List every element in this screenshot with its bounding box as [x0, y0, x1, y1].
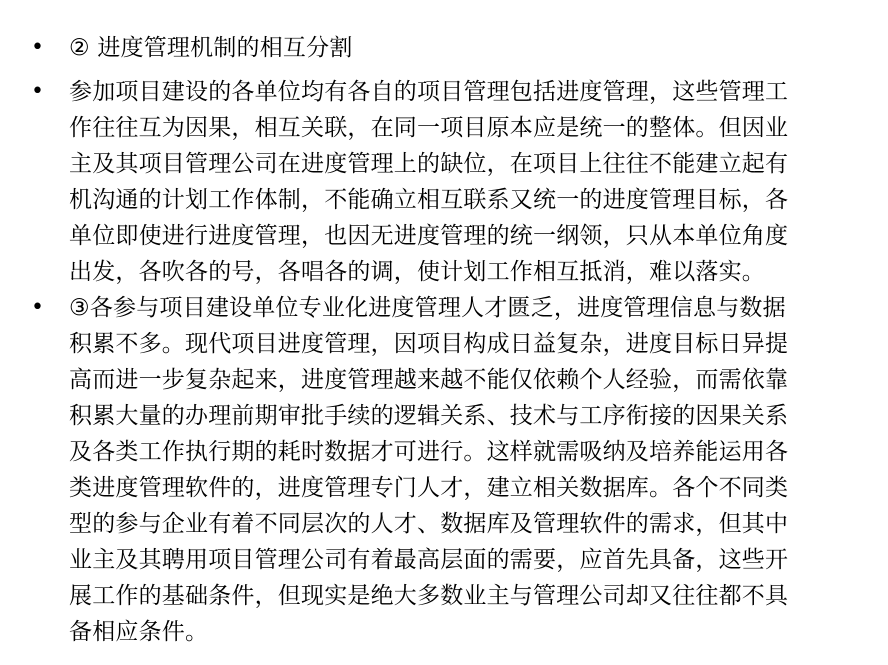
text-line: 及各类工作执行期的耗时数据才可进行。这样就需吸纳及培养能运用各 — [69, 439, 789, 465]
text-line: 单位即使进行进度管理，也因无进度管理的统一纲领，只从本单位角度 — [69, 223, 789, 249]
text-line: 积累大量的办理前期审批手续的逻辑关系、技术与工序衔接的因果关系 — [69, 403, 789, 429]
text-line: 型的参与企业有着不同层次的人才、数据库及管理软件的需求，但其中 — [69, 511, 789, 537]
text-line: ③各参与项目建设单位专业化进度管理人才匮乏，进度管理信息与数据 — [69, 295, 786, 321]
text-line: 参加项目建设的各单位均有各自的项目管理包括进度管理，这些管理工 — [69, 79, 789, 105]
text-line: ② 进度管理机制的相互分割 — [69, 35, 353, 61]
bullet-marker: • — [31, 79, 44, 104]
text-line: 作往往互为因果，相互关联，在同一项目原本应是统一的整体。但因业 — [69, 115, 789, 141]
text-line: 积累不多。现代项目进度管理，因项目构成日益复杂，进度目标日异提 — [69, 331, 789, 357]
text-line: 机沟通的计划工作体制，不能确立相互联系又统一的进度管理目标，各 — [69, 187, 789, 213]
text-line: 出发，各吹各的号，各唱各的调，使计划工作相互抵消，难以落实。 — [69, 259, 765, 285]
text-line: 主及其项目管理公司在进度管理上的缺位，在项目上往往不能建立起有 — [69, 151, 789, 177]
bullet-marker: • — [31, 35, 44, 60]
bullet-marker: • — [31, 295, 44, 320]
text-line: 展工作的基础条件，但现实是绝大多数业主与管理公司却又往往都不具 — [69, 583, 789, 609]
text-line: 高而进一步复杂起来，进度管理越来越不能仅依赖个人经验，而需依靠 — [69, 367, 789, 393]
text-line: 备相应条件。 — [69, 619, 209, 645]
text-line: 业主及其聘用项目管理公司有着最高层面的需要，应首先具备，这些开 — [69, 547, 789, 573]
text-line: 类进度管理软件的，进度管理专门人才，建立相关数据库。各个不同类 — [69, 475, 789, 501]
